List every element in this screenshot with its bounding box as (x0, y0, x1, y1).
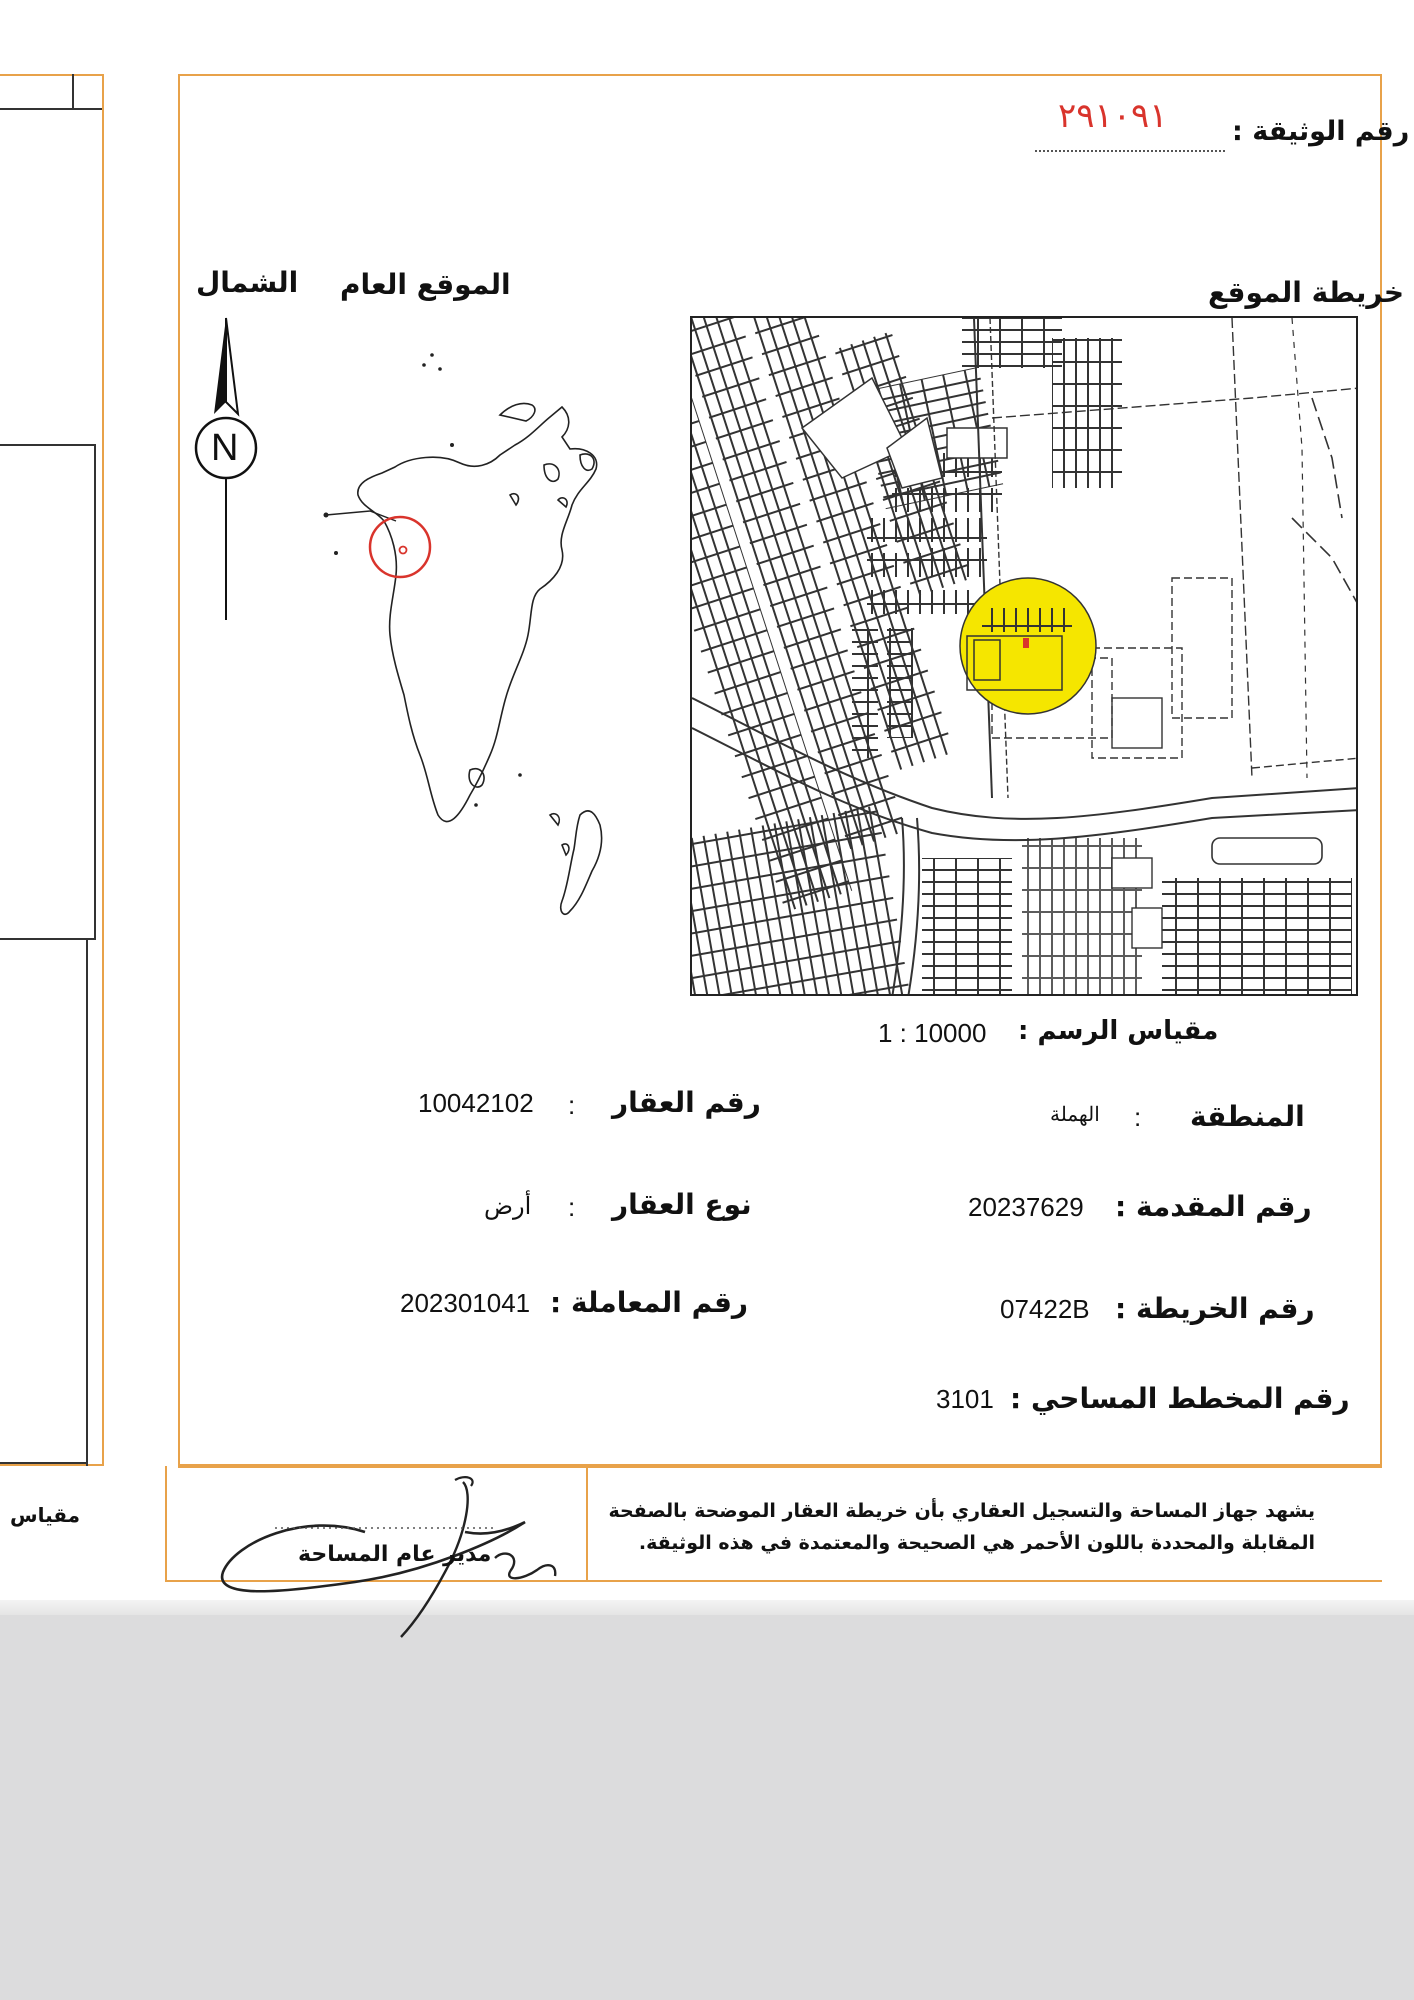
bahrain-overview-map (300, 345, 630, 945)
left-page-rule (94, 444, 96, 938)
map-number-value: 07422B (1000, 1294, 1090, 1324)
left-page-top-line (0, 74, 104, 76)
left-page-rule (72, 74, 74, 110)
survey-plan-value: 3101 (936, 1384, 994, 1414)
property-type-colon: : (568, 1192, 576, 1222)
region-label: المنطقة (1190, 1100, 1305, 1133)
property-number-colon: : (568, 1090, 576, 1120)
north-letter: N (211, 427, 239, 469)
certification-line-1: يشهد جهاز المساحة والتسجيل العقاري بأن خريطة العقار الموضحة بالصفحة (608, 1500, 1315, 1522)
scan-background (0, 1615, 1414, 2000)
application-number-value: 20237629 (968, 1192, 1084, 1222)
site-map (690, 316, 1358, 996)
property-type-value: أرض (484, 1193, 532, 1220)
transaction-number-value: 202301041 (400, 1288, 531, 1318)
frame-bottom-left (165, 1466, 167, 1580)
transaction-number-label: رقم المعاملة : (550, 1286, 749, 1319)
certification-line-2: المقابلة والمحددة باللون الأحمر هي الصحيحة والمعتمدة في هذه الوثيقة. (638, 1532, 1315, 1554)
signature-divider (586, 1466, 588, 1580)
left-page-rule (0, 938, 96, 940)
property-number-value: 10042102 (418, 1088, 534, 1118)
left-page-rule (0, 108, 102, 110)
director-title: مدير عام المساحة (298, 1542, 492, 1567)
map-number-label: رقم الخريطة : (1115, 1292, 1315, 1325)
document-number-dotted-line (1035, 150, 1225, 152)
certification-divider (178, 1466, 1382, 1468)
property-type-label: نوع العقار (612, 1188, 752, 1221)
scale-label: مقياس الرسم : (1018, 1016, 1219, 1046)
left-page-partial-label: مقياس (10, 1503, 81, 1527)
left-page-bottom-line (0, 1464, 104, 1466)
site-map-drawing (692, 318, 1358, 996)
left-page-orange-edge (102, 74, 104, 1464)
north-label: الشمال (196, 266, 299, 299)
document-number-handwritten: ٢٩١٠٩١ (1058, 96, 1168, 136)
left-page-rule (0, 444, 96, 446)
general-location-title: الموقع العام (340, 268, 511, 301)
property-number-label: رقم العقار (612, 1086, 761, 1119)
site-map-title: خريطة الموقع (1208, 276, 1405, 309)
application-number-label: رقم المقدمة : (1115, 1190, 1312, 1223)
scale-value: 1 : 10000 (878, 1018, 987, 1048)
region-colon: : (1134, 1102, 1142, 1132)
survey-plan-label: رقم المخطط المساحي : (1010, 1382, 1350, 1415)
left-page-rule (0, 1462, 86, 1464)
property-red-marker (1023, 638, 1029, 648)
region-value: الهملة (1050, 1104, 1100, 1126)
document-number-label: رقم الوثيقة : (1232, 116, 1410, 147)
left-page-rule (86, 940, 88, 1466)
